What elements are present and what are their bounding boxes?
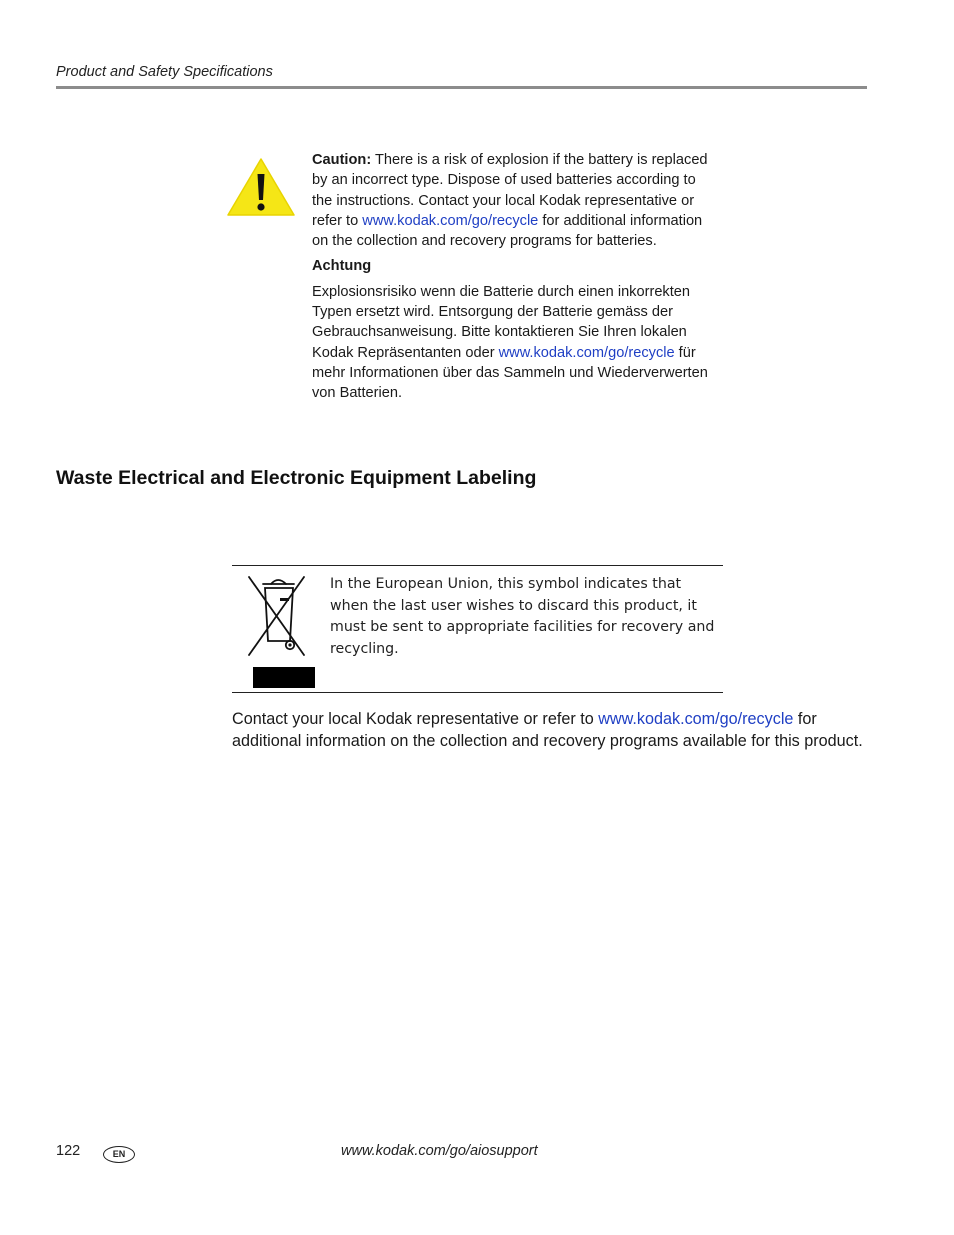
warning-triangle-icon <box>226 156 296 218</box>
contact-text: Contact your local Kodak representative or refer to <box>232 710 599 728</box>
weee-notice-text: In the European Union, this symbol indicates that when the last user wishes to discard this product, it must be sent to appropriate facilities for recovery and recycling. <box>330 576 715 658</box>
header-rule <box>56 86 867 89</box>
weee-notice-box <box>232 565 723 693</box>
crossed-out-wheelie-bin-icon <box>246 571 308 659</box>
caution-notice <box>312 150 712 404</box>
language-badge: EN <box>103 1146 135 1163</box>
running-head: Product and Safety Specifications <box>56 64 273 80</box>
achtung-text-end: für mehr Informationen über das Sammeln und Wiederverwerten von Batterien. <box>312 344 708 402</box>
section-heading: Waste Electrical and Electronic Equipment Labeling <box>56 467 537 489</box>
footer-url: www.kodak.com/go/aiosupport <box>341 1143 538 1159</box>
page-number: 122 <box>56 1143 81 1159</box>
achtung-label: Achtung <box>312 258 372 275</box>
achtung-paragraph <box>312 282 712 404</box>
contact-recycle-link[interactable]: www.kodak.com/go/recycle <box>598 710 794 728</box>
caution-label: Caution: <box>312 152 372 168</box>
caution-recycle-link[interactable]: www.kodak.com/go/recycle <box>362 212 539 229</box>
weee-black-bar <box>253 667 315 688</box>
contact-paragraph <box>232 708 868 752</box>
caution-text: There is a risk of explosion if the battery is replaced by an incorrect type. Dispose of used batteries according to the instructions. Contact your local Kodak representative or refer to <box>312 152 708 229</box>
caution-paragraph <box>312 150 712 251</box>
caution-text-end: for additional information on the collection and recovery programs for batteries. <box>312 212 703 250</box>
achtung-recycle-link[interactable]: www.kodak.com/go/recycle <box>498 344 675 361</box>
achtung-text: Explosionsrisiko wenn die Batterie durch einen inkorrekten Typen ersetzt wird. Entsorgung der Batterie gemäss der Gebrauchsanweisung. Bitte kontaktieren Sie Ihren lokalen Kodak Repräsentanten oder <box>312 283 691 361</box>
contact-text-end: for additional information on the collection and recovery programs available for this product. <box>232 710 863 750</box>
